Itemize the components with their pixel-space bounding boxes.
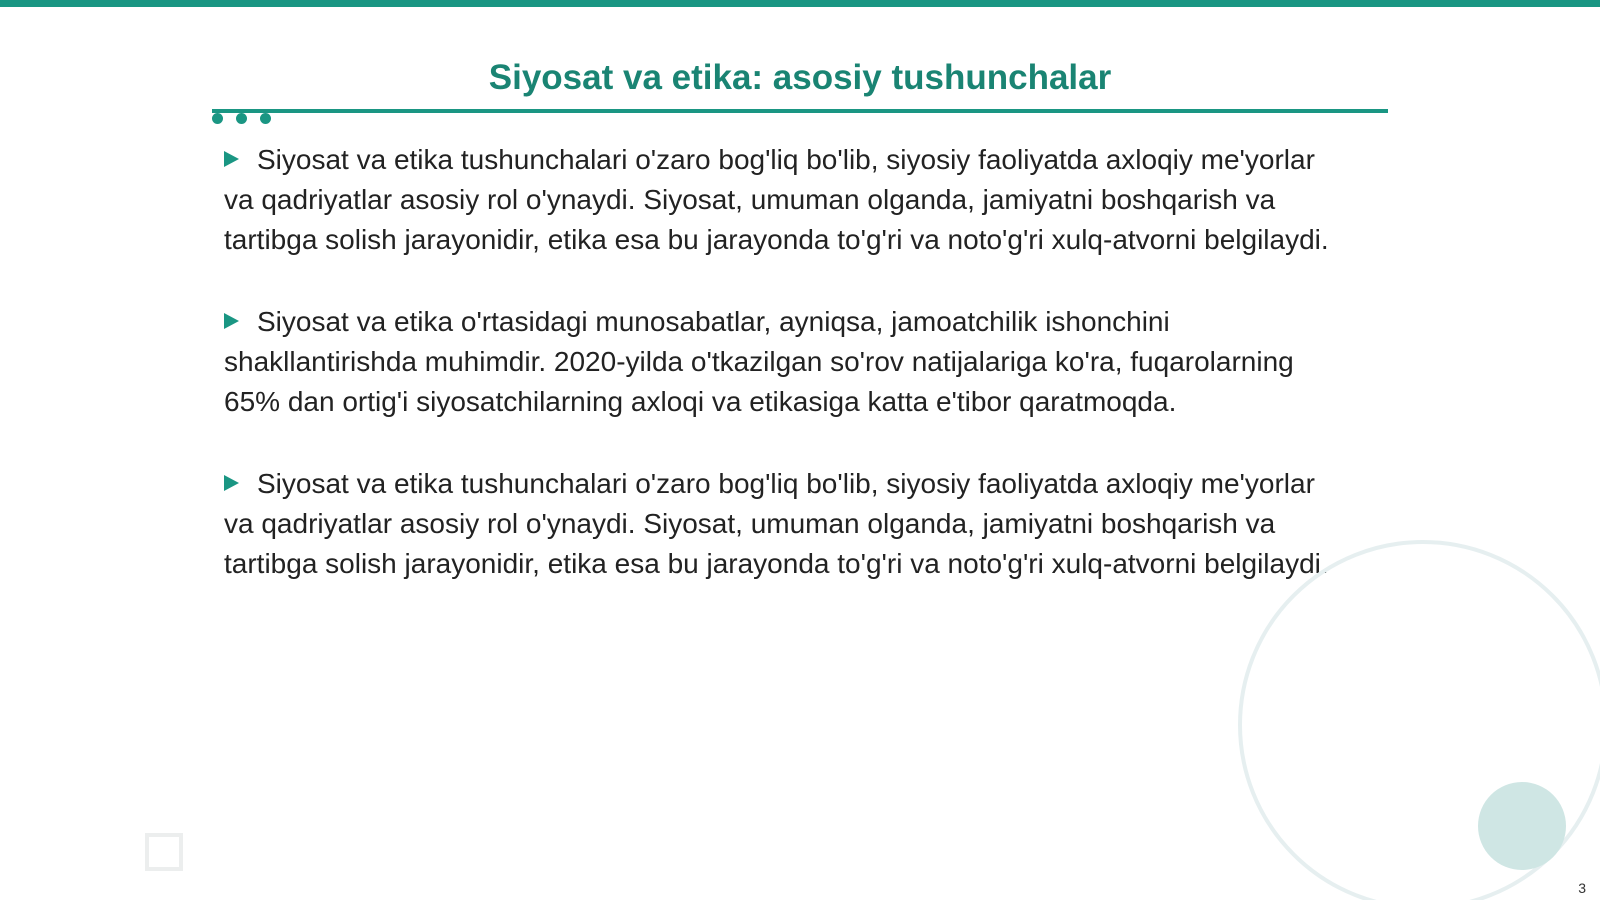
title-underline <box>212 109 1388 113</box>
title-dots-decoration <box>212 113 272 125</box>
decorative-square <box>145 833 183 871</box>
bullet-item <box>224 464 1344 584</box>
bullet-text: Siyosat va etika tushunchalari o'zaro bog'liq bo'lib, siyosiy faoliyatda axloqiy me'yorlar va qadriyatlar asosiy rol o'ynaydi. Siyosat, umuman olganda, jamiyatni boshqarish va tartibga solish jarayonidir, etika esa bu jarayonda to'g'ri va noto'g'ri xulq-atvorni belgilaydi. <box>224 468 1329 579</box>
triangle-right-icon <box>224 313 239 329</box>
dot-icon <box>260 113 271 124</box>
slide-title: Siyosat va etika: asosiy tushunchalar <box>488 58 1112 97</box>
triangle-right-icon <box>224 151 239 167</box>
dot-icon <box>212 113 223 124</box>
page-number: 3 <box>1578 880 1586 896</box>
top-accent-bar <box>0 0 1600 7</box>
bullet-item <box>224 140 1344 260</box>
decorative-circle <box>1478 782 1566 870</box>
bullet-item <box>224 302 1344 422</box>
bullet-list <box>224 140 1344 626</box>
bullet-text: Siyosat va etika o'rtasidagi munosabatlar, ayniqsa, jamoatchilik ishonchini shakllantirishda muhimdir. 2020-yilda o'tkazilgan so'rov natijalariga ko'ra, fuqarolarning 65% dan ortig'i siyosatchilarning axloqi va etikasiga katta e'tibor qaratmoqda. <box>224 306 1294 417</box>
dot-icon <box>236 113 247 124</box>
bullet-text: Siyosat va etika tushunchalari o'zaro bog'liq bo'lib, siyosiy faoliyatda axloqiy me'yorlar va qadriyatlar asosiy rol o'ynaydi. Siyosat, umuman olganda, jamiyatni boshqarish va tartibga solish jarayonidir, etika esa bu jarayonda to'g'ri va noto'g'ri xulq-atvorni belgilaydi. <box>224 144 1329 255</box>
triangle-right-icon <box>224 475 239 491</box>
